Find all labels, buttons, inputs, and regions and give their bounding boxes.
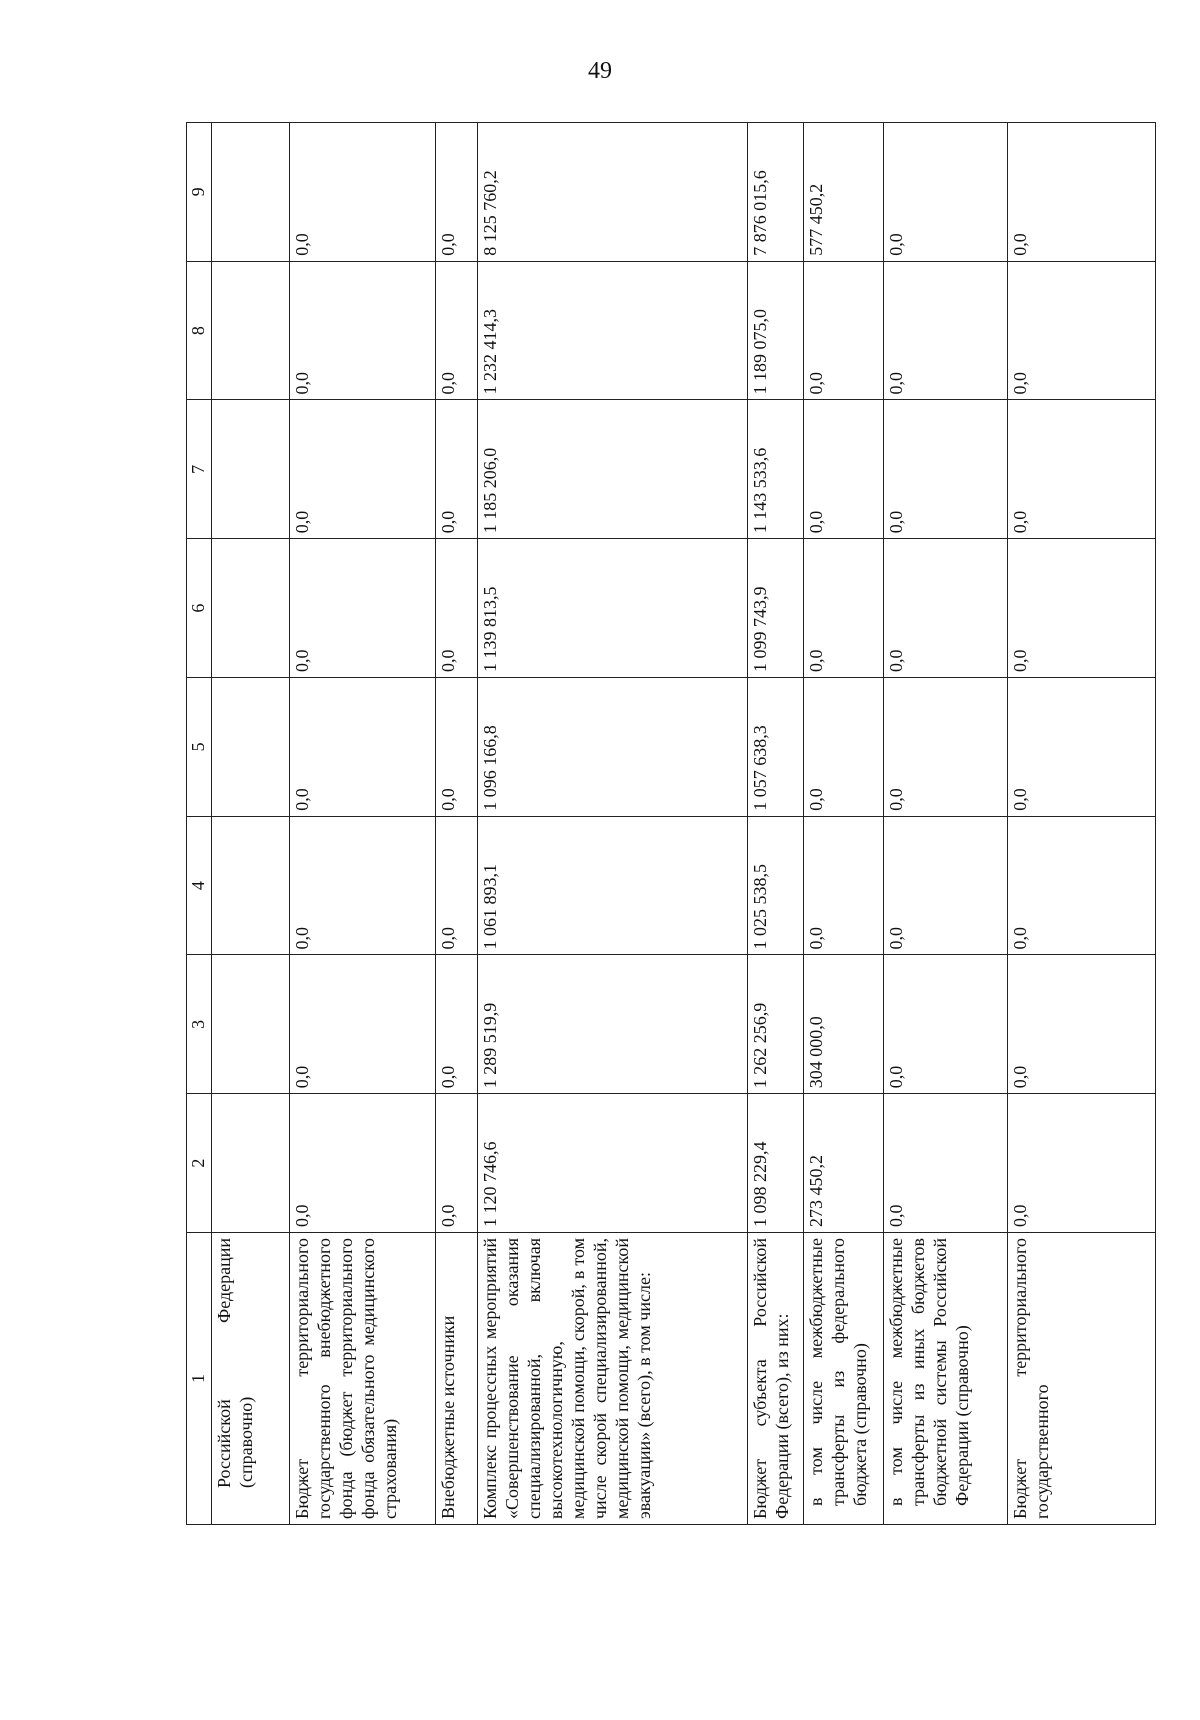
cell	[212, 400, 290, 539]
cell	[212, 955, 290, 1094]
cell: 0,0	[1008, 1094, 1156, 1233]
cell	[212, 816, 290, 955]
cell: 0,0	[884, 1094, 1008, 1233]
cell: 0,0	[436, 816, 478, 955]
cell: 1 057 638,3	[748, 678, 804, 817]
cell: 1 289 519,9	[478, 955, 748, 1094]
row-label: Внебюджетные источники	[436, 1233, 478, 1525]
cell: 0,0	[804, 400, 884, 539]
cell: 1 232 414,3	[478, 261, 748, 400]
header-col-7: 7	[187, 400, 212, 539]
cell: 0,0	[884, 539, 1008, 678]
cell: 0,0	[804, 261, 884, 400]
cell: 0,0	[1008, 400, 1156, 539]
cell	[212, 539, 290, 678]
cell: 0,0	[804, 816, 884, 955]
header-col-5: 5	[187, 678, 212, 817]
table-row	[1008, 123, 1156, 1525]
table-row	[884, 123, 1008, 1525]
cell: 0,0	[1008, 261, 1156, 400]
cell: 0,0	[290, 816, 436, 955]
cell: 0,0	[290, 955, 436, 1094]
cell: 0,0	[436, 1094, 478, 1233]
cell: 0,0	[1008, 955, 1156, 1094]
rotated-table-container	[186, 123, 1156, 1525]
cell: 0,0	[436, 539, 478, 678]
cell: 0,0	[290, 123, 436, 262]
header-col-9: 9	[187, 123, 212, 262]
cell: 1 185 206,0	[478, 400, 748, 539]
cell: 1 139 813,5	[478, 539, 748, 678]
budget-table	[186, 122, 1156, 1525]
cell: 0,0	[1008, 816, 1156, 955]
cell: 0,0	[804, 539, 884, 678]
table-row	[212, 123, 290, 1525]
cell	[212, 123, 290, 262]
table-row	[290, 123, 436, 1525]
header-col-8: 8	[187, 261, 212, 400]
cell: 304 000,0	[804, 955, 884, 1094]
cell: 0,0	[290, 400, 436, 539]
row-label: в том числе межбюджетные трансферты из федерального бюджета (справочно)	[804, 1233, 884, 1525]
cell: 0,0	[804, 678, 884, 817]
cell: 0,0	[290, 1094, 436, 1233]
cell: 0,0	[436, 123, 478, 262]
page-number: 49	[588, 58, 612, 84]
cell: 0,0	[290, 678, 436, 817]
header-col-4: 4	[187, 816, 212, 955]
header-col-1: 1	[187, 1233, 212, 1525]
cell: 0,0	[436, 955, 478, 1094]
table-row	[436, 123, 478, 1525]
cell: 7 876 015,6	[748, 123, 804, 262]
cell	[212, 678, 290, 817]
cell: 0,0	[884, 400, 1008, 539]
row-label: Комплекс процессных мероприятий «Совершенствование оказания специализированной, включая высокотехнологичную, медицинской помощи, скорой, в том числе скорой специализированной, медицинской помощи, медицинской эвакуации» (всего), в том числе:	[478, 1233, 748, 1525]
cell: 0,0	[884, 816, 1008, 955]
header-col-2: 2	[187, 1094, 212, 1233]
cell: 1 189 075,0	[748, 261, 804, 400]
cell: 1 098 229,4	[748, 1094, 804, 1233]
cell: 273 450,2	[804, 1094, 884, 1233]
cell: 0,0	[436, 400, 478, 539]
cell: 1 061 893,1	[478, 816, 748, 955]
header-col-6: 6	[187, 539, 212, 678]
cell: 0,0	[436, 261, 478, 400]
cell	[212, 261, 290, 400]
cell: 1 143 533,6	[748, 400, 804, 539]
cell: 1 099 743,9	[748, 539, 804, 678]
table-row	[478, 123, 748, 1525]
row-label: Российской Федерации (справочно)	[212, 1233, 290, 1525]
cell: 8 125 760,2	[478, 123, 748, 262]
cell: 577 450,2	[804, 123, 884, 262]
cell: 0,0	[1008, 123, 1156, 262]
cell: 1 025 538,5	[748, 816, 804, 955]
cell: 0,0	[884, 261, 1008, 400]
table-header-row	[187, 123, 212, 1525]
row-label: Бюджет территориального государственного	[1008, 1233, 1156, 1525]
cell: 1 262 256,9	[748, 955, 804, 1094]
cell: 0,0	[290, 539, 436, 678]
header-col-3: 3	[187, 955, 212, 1094]
cell: 0,0	[1008, 539, 1156, 678]
table-row	[804, 123, 884, 1525]
cell: 0,0	[884, 123, 1008, 262]
cell	[212, 1094, 290, 1233]
row-label: Бюджет субъекта Российской Федерации (всего), из них:	[748, 1233, 804, 1525]
cell: 0,0	[436, 678, 478, 817]
row-label: в том числе межбюджетные трансферты из иных бюджетов бюджетной системы Российской Федерации (справочно)	[884, 1233, 1008, 1525]
row-label: Бюджет территориального государственного внебюджетного фонда (бюджет территориального фонда обязательного медицинского страхования)	[290, 1233, 436, 1525]
cell: 1 096 166,8	[478, 678, 748, 817]
cell: 0,0	[884, 678, 1008, 817]
cell: 0,0	[884, 955, 1008, 1094]
cell: 1 120 746,6	[478, 1094, 748, 1233]
cell: 0,0	[290, 261, 436, 400]
cell: 0,0	[1008, 678, 1156, 817]
table-row	[748, 123, 804, 1525]
